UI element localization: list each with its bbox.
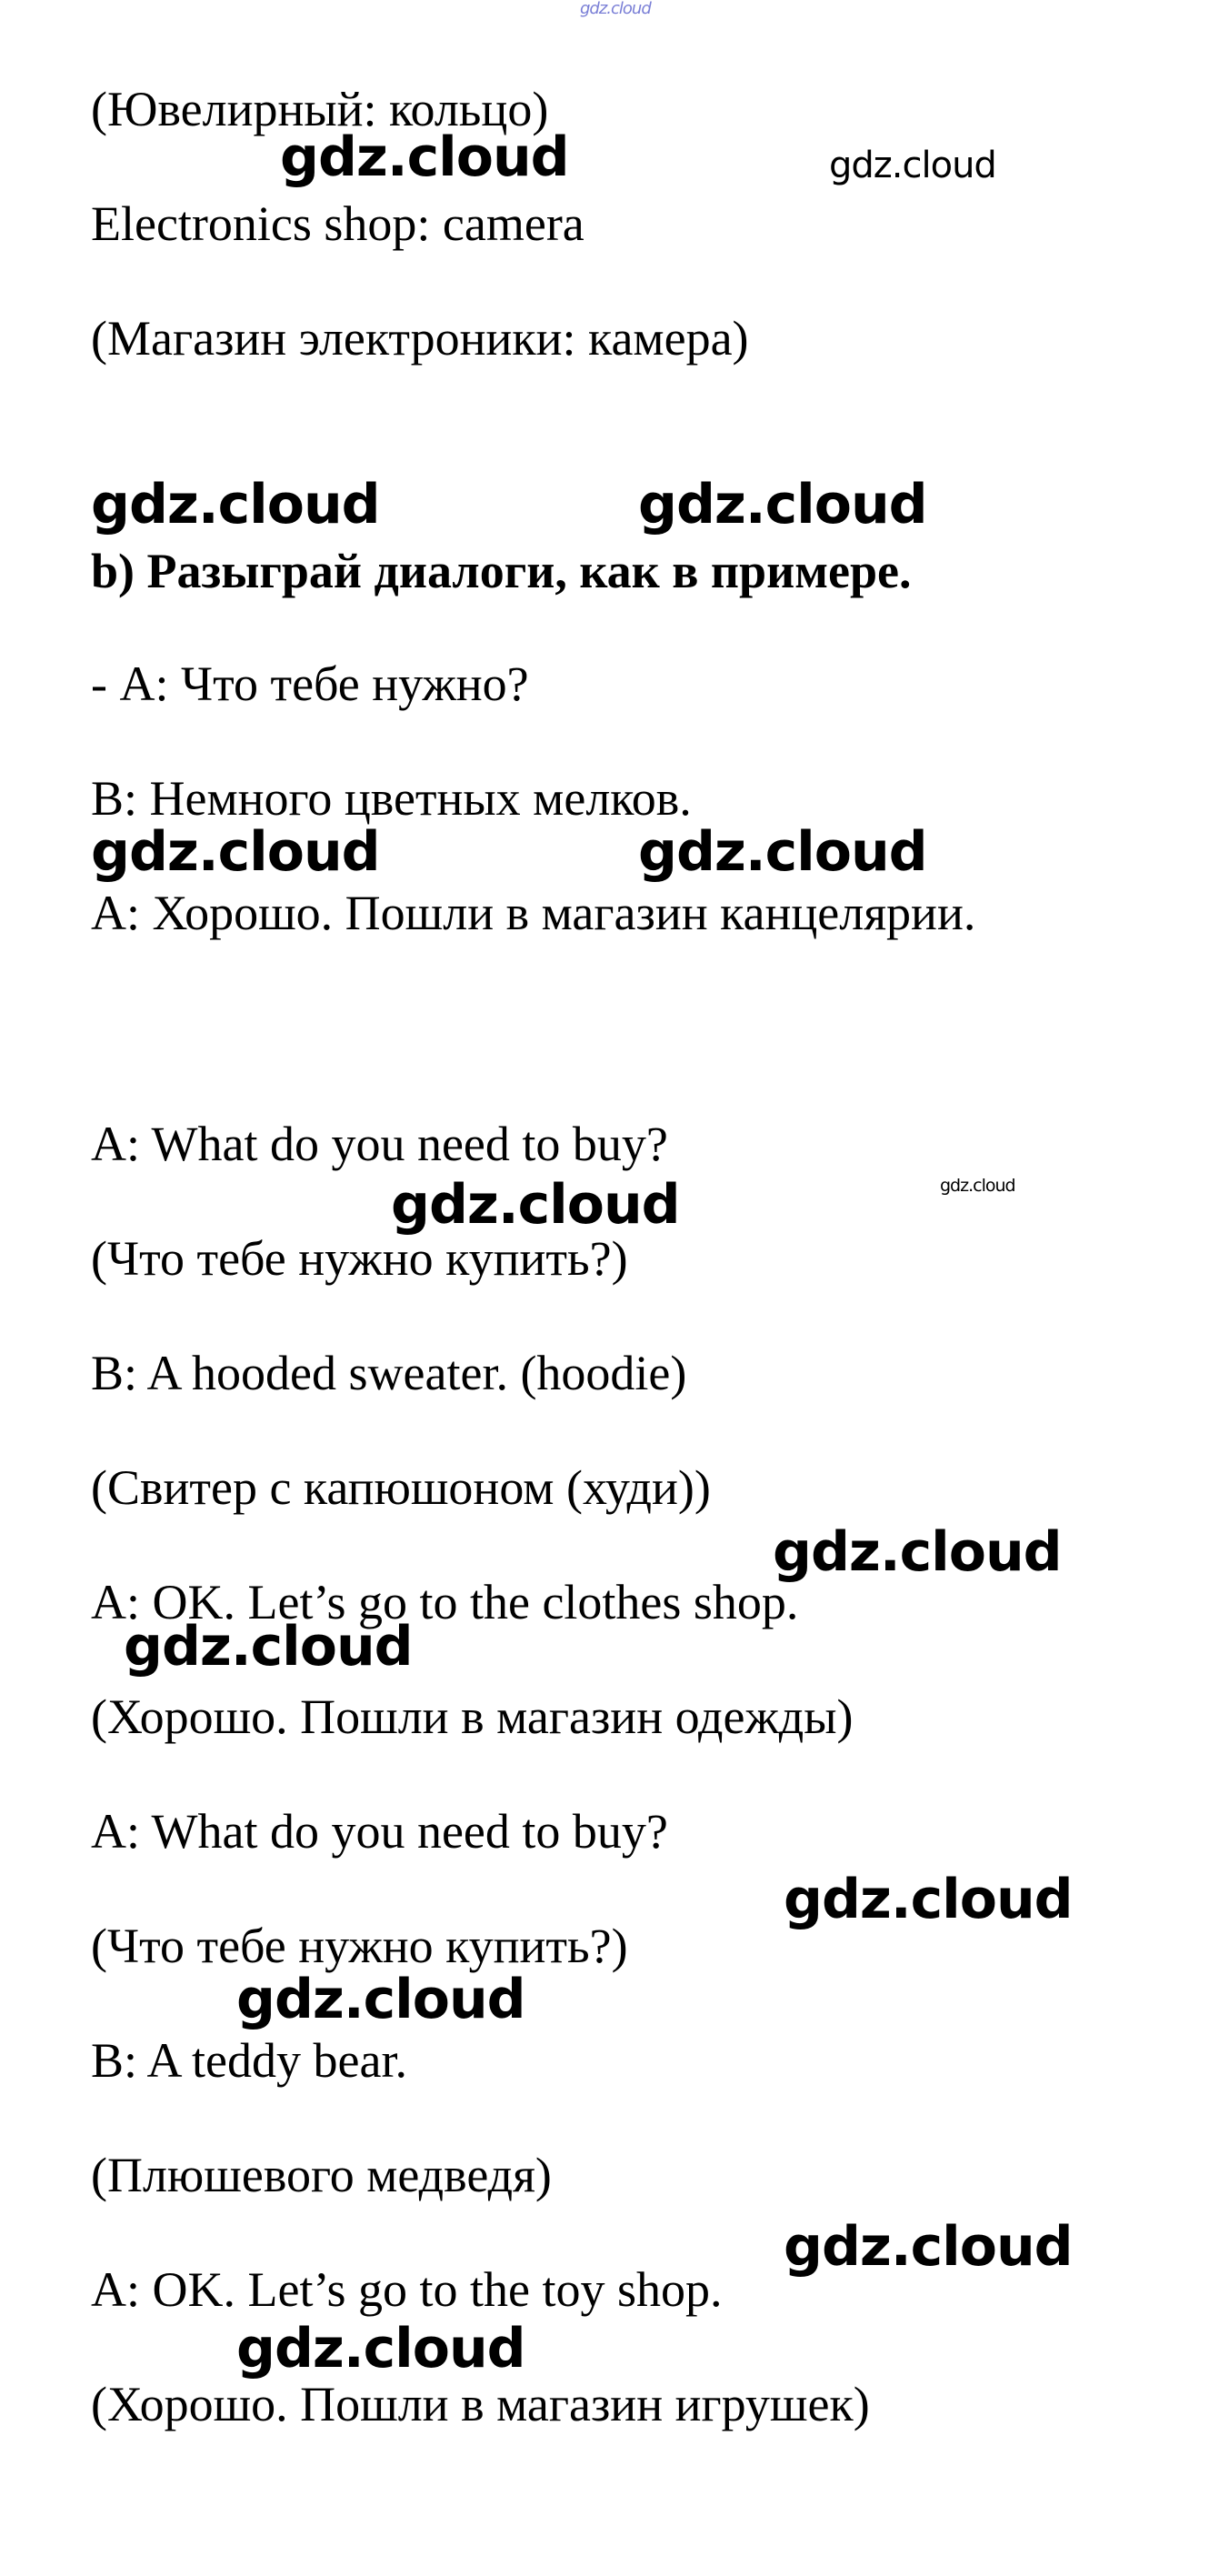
dialog2-b-answer-translation: (Плюшевого медведя) <box>91 2148 552 2202</box>
dialog-ru-a-question: - А: Что тебе нужно? <box>91 657 529 711</box>
text-line-electronics-translation: (Магазин электроники: камера) <box>91 311 749 366</box>
text-line-jewellery-translation: (Ювелирный: кольцо) <box>91 82 549 136</box>
watermark: gdz.cloud <box>91 820 380 884</box>
watermark: gdz.cloud <box>236 1968 525 2031</box>
watermark: gdz.cloud <box>124 1615 413 1679</box>
dialog1-a-reply-translation: (Хорошо. Пошли в магазин одежды) <box>91 1689 854 1744</box>
dialog2-a-reply-translation: (Хорошо. Пошли в магазин игрушек) <box>91 2377 870 2431</box>
dialog2-a-question-translation: (Что тебе нужно купить?) <box>91 1919 628 1973</box>
text-line-electronics-shop: Electronics shop: camera <box>91 196 585 251</box>
watermark: gdz.cloud <box>280 125 569 189</box>
watermark-top: gdz.cloud <box>580 0 651 18</box>
dialog1-b-answer: B: A hooded sweater. (hoodie) <box>91 1346 687 1400</box>
watermark: gdz.cloud <box>829 145 996 186</box>
watermark: gdz.cloud <box>638 820 927 884</box>
watermark: gdz.cloud <box>784 1868 1073 1931</box>
dialog2-a-reply: A: OK. Let’s go to the toy shop. <box>91 2262 723 2317</box>
dialog2-a-question: A: What do you need to buy? <box>91 1804 668 1859</box>
watermark: gdz.cloud <box>784 2215 1073 2279</box>
dialog-ru-a-reply: А: Хорошо. Пошли в магазин канцелярии. <box>91 886 976 940</box>
dialog-ru-b-answer: В: Немного цветных мелков. <box>91 771 692 826</box>
dialog2-b-answer: B: A teddy bear. <box>91 2033 407 2088</box>
dialog1-a-question: A: What do you need to buy? <box>91 1117 668 1171</box>
dialog1-b-answer-translation: (Свитер с капюшоном (худи)) <box>91 1460 711 1515</box>
section-heading-b: b) Разыграй диалоги, как в примере. <box>91 544 912 598</box>
watermark: gdz.cloud <box>236 2317 525 2381</box>
watermark: gdz.cloud <box>91 473 380 536</box>
watermark: gdz.cloud <box>773 1520 1062 1584</box>
dialog1-a-reply: A: OK. Let’s go to the clothes shop. <box>91 1575 799 1629</box>
watermark: gdz.cloud <box>638 473 927 536</box>
watermark: gdz.cloud <box>940 1176 1015 1196</box>
dialog1-a-question-translation: (Что тебе нужно купить?) <box>91 1231 628 1286</box>
watermark: gdz.cloud <box>391 1173 680 1237</box>
